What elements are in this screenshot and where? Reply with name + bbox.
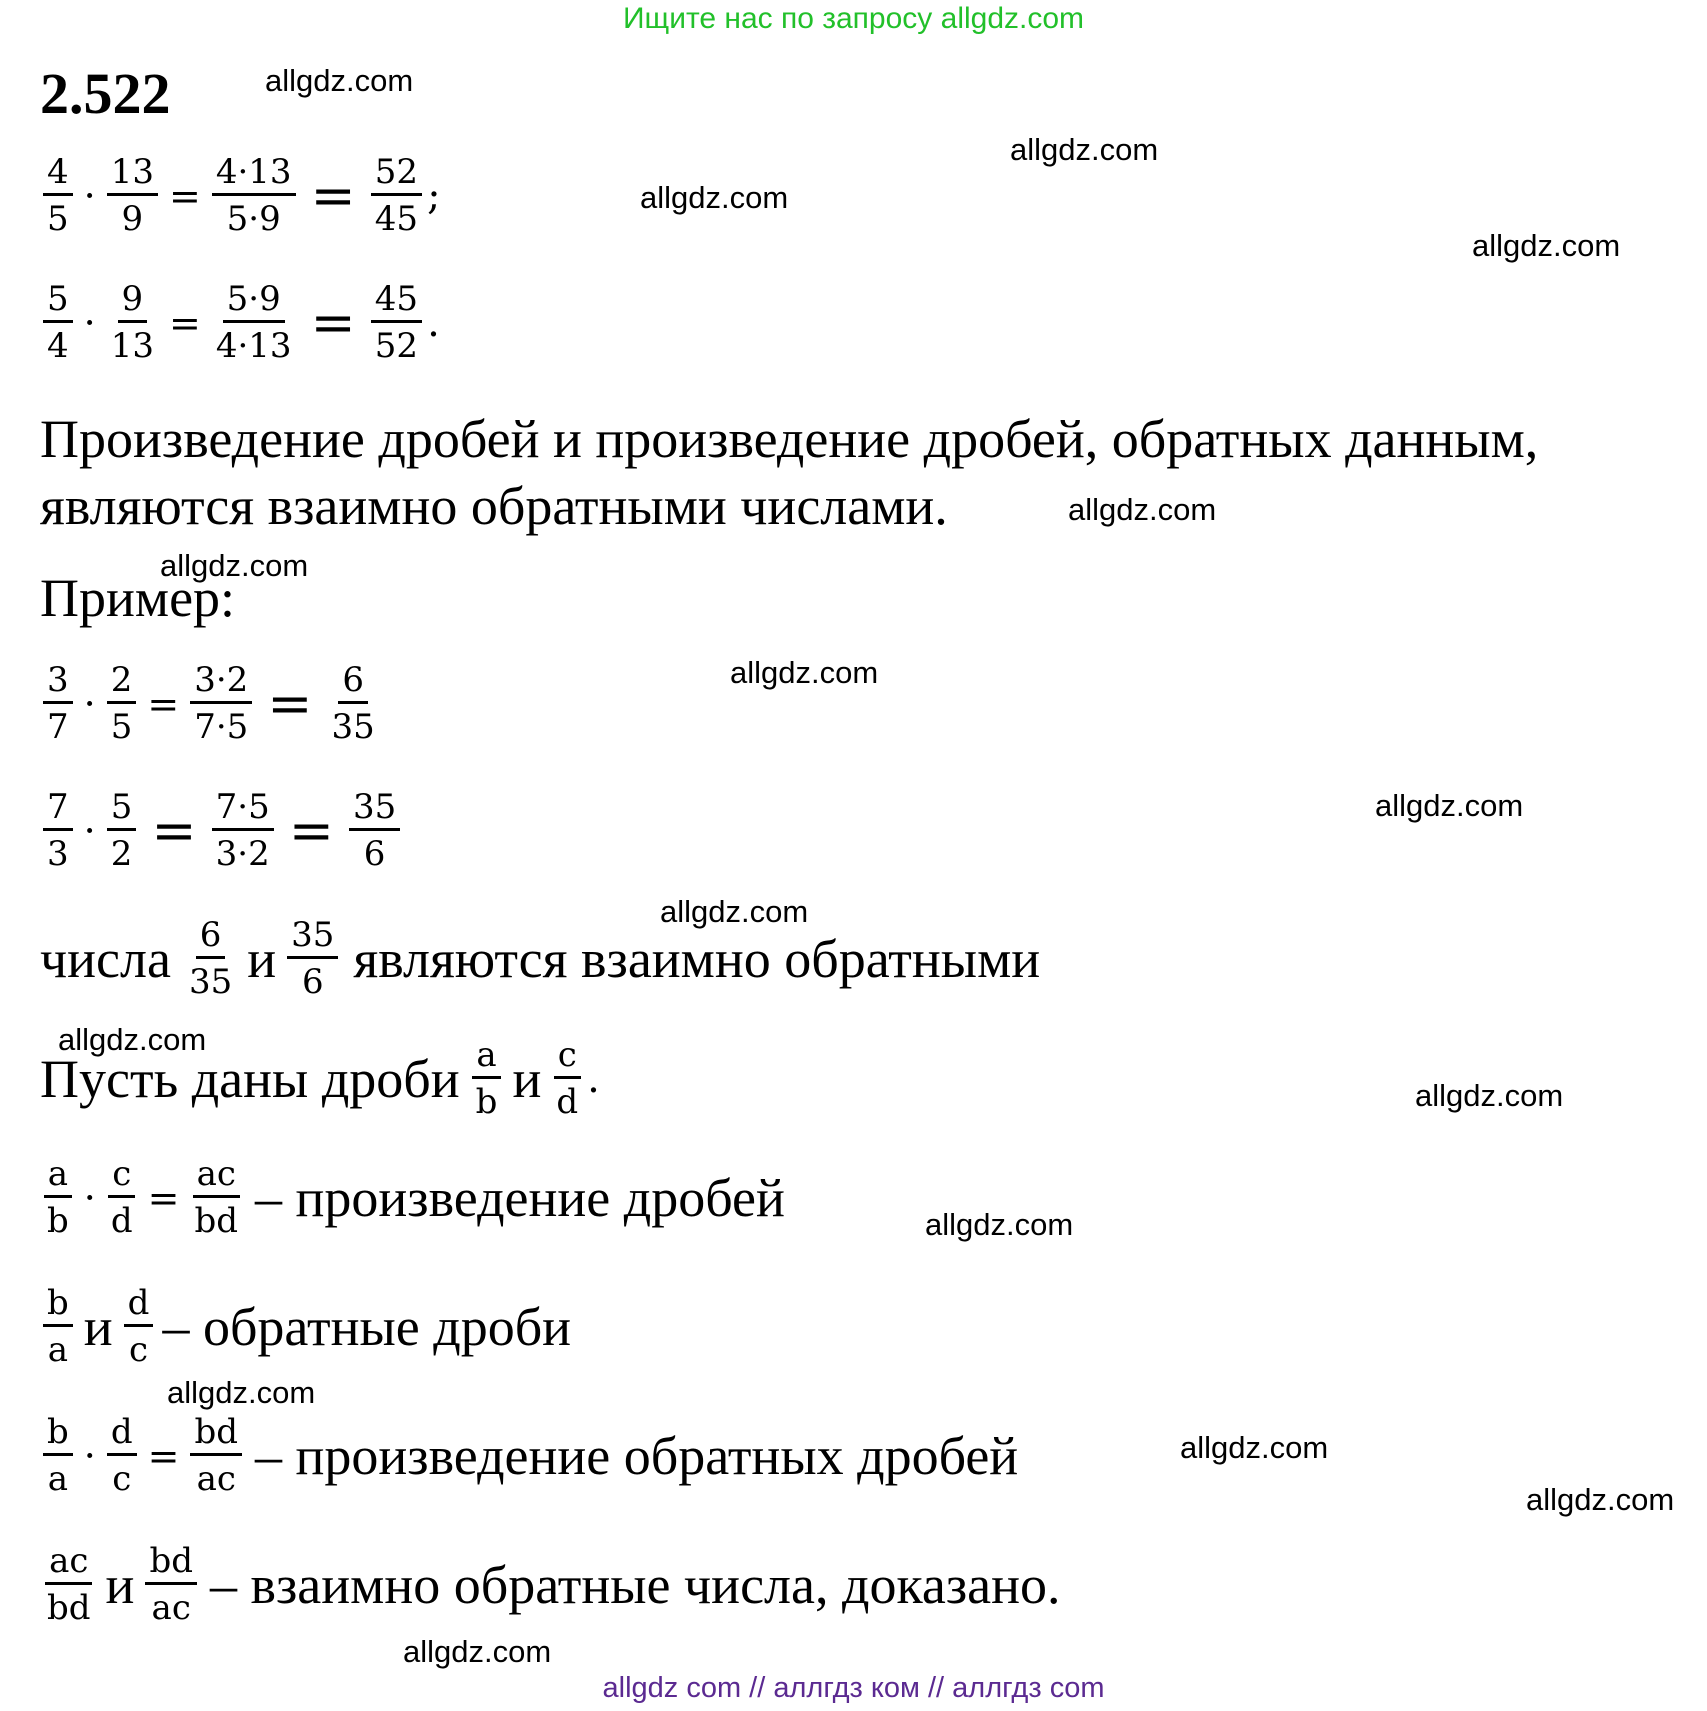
statement-line-1: Произведение дробей и произведение дробей, обратных данным, xyxy=(40,409,1539,469)
watermark: allgdz.com xyxy=(1068,492,1217,527)
proof-line-4: $\frac{ac}{bd}$ и $\frac{bd}{ac}$ – взаимно обратные числа, доказано. xyxy=(47,1541,1061,1628)
example-label: Пример: xyxy=(40,568,236,628)
watermark: allgdz.com xyxy=(1526,1482,1675,1517)
equation-4: $\frac{7}{3}$ · $\frac{5}{2}$ = $\frac{7\cdot 5}{3\cdot 2}$ = $\frac{35}{6}$ xyxy=(40,790,403,871)
proof-line-1: $\frac{a}{b}$ · $\frac{c}{d}$ = $\frac{ac}{bd}$ – произведение дробей xyxy=(40,1157,785,1238)
search-banner: Ищите нас по запросу allgdz.com xyxy=(622,2,1085,35)
watermark: allgdz.com xyxy=(660,894,809,929)
watermark: allgdz.com xyxy=(730,655,879,690)
watermark: allgdz.com xyxy=(1415,1078,1564,1113)
proof-line-3: $\frac{b}{a}$ · $\frac{d}{c}$ = $\frac{bd}{ac}$ – произведение обратных дробей xyxy=(40,1415,1018,1496)
watermark: allgdz.com xyxy=(58,1022,207,1057)
watermark: allgdz.com xyxy=(1010,132,1159,167)
equation-2: $\frac{5}{4}$ · $\frac{9}{13}$ = $\frac{5\cdot 9}{4\cdot 13}$ = $\frac{45}{52}$ . xyxy=(40,282,440,363)
footer-links: allgdz com // аллгдз ком // аллгдз com xyxy=(602,1672,1105,1704)
watermark: allgdz.com xyxy=(1180,1430,1329,1465)
watermark: allgdz.com xyxy=(160,548,309,583)
task-number: 2.522 xyxy=(40,61,171,126)
equation-1: $\frac{4}{5}$ · $\frac{13}{9}$ = $\frac{4\cdot 13}{5\cdot 9}$ = $\frac{52}{45}$ ; xyxy=(40,155,441,236)
numbers-line: числа $\frac{6}{35}$ и $\frac{35}{6}$ являются взаимно обратными xyxy=(40,915,1041,1002)
equation-3: $\frac{3}{7}$ · $\frac{2}{5}$ = $\frac{3\cdot 2}{7\cdot 5}$ = $\frac{6}{35}$ xyxy=(40,663,382,744)
watermark: allgdz.com xyxy=(403,1634,552,1669)
watermark: allgdz.com xyxy=(265,63,414,98)
given-line: Пусть даны дроби $\frac{a}{b}$ и $\frac{c}{d}$ . xyxy=(40,1035,600,1122)
watermark: allgdz.com xyxy=(167,1375,316,1410)
watermark: allgdz.com xyxy=(1375,788,1524,823)
statement-line-2: являются взаимно обратными числами. xyxy=(40,476,948,536)
watermark: allgdz.com xyxy=(640,180,789,215)
proof-line-2: $\frac{b}{a}$ и $\frac{d}{c}$ – обратные дроби xyxy=(40,1286,571,1367)
watermark: allgdz.com xyxy=(1472,228,1621,263)
watermark: allgdz.com xyxy=(925,1207,1074,1242)
